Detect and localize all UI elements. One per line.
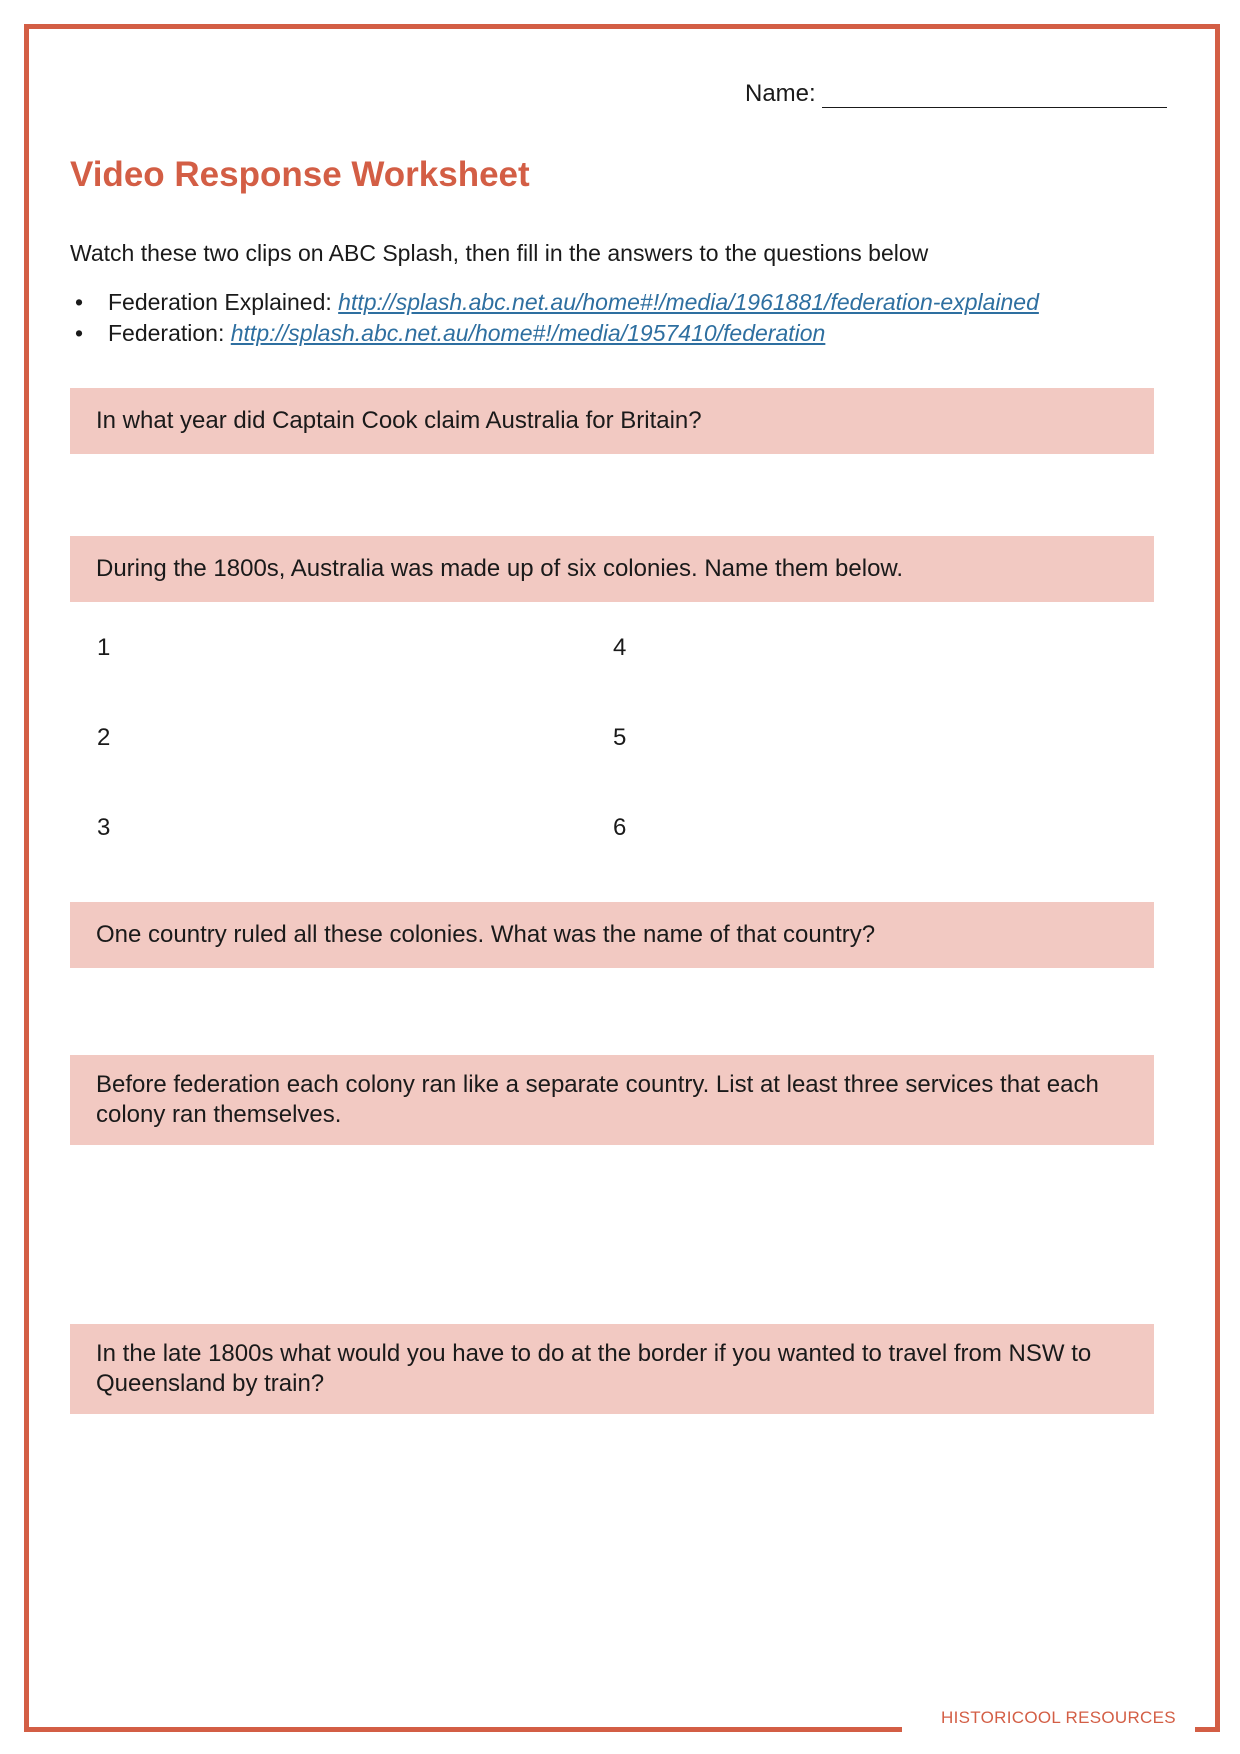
intro-text: Watch these two clips on ABC Splash, then fill in the answers to the questions below (70, 240, 929, 266)
colony-number: 4 (613, 634, 627, 661)
question-text: In the late 1800s what would you have to do at the border if you wanted to travel from NSW to Queensland by train? (96, 1340, 1092, 1397)
page-border-top (24, 24, 1220, 29)
page-title: Video Response Worksheet (70, 155, 530, 194)
clip-link[interactable]: http://splash.abc.net.au/home#!/media/1957410/federation (230, 320, 826, 346)
footer-brand: HISTORICOOL RESOURCES (941, 1708, 1176, 1727)
page-border-bottom (24, 1727, 902, 1732)
clip-list (70, 287, 1039, 349)
question-text: One country ruled all these colonies. What was the name of that country? (96, 921, 876, 948)
colony-number: 3 (97, 814, 111, 841)
question-text: During the 1800s, Australia was made up of six colonies. Name them below. (96, 555, 904, 582)
bullet-icon: • (75, 320, 84, 346)
clip-label: Federation: (108, 320, 231, 346)
question-box (70, 388, 1154, 454)
name-field (745, 80, 1167, 108)
clip-link[interactable]: http://splash.abc.net.au/home#!/media/1961881/federation-explained (338, 289, 1039, 315)
colony-number: 1 (97, 634, 111, 661)
page-border-right (1215, 24, 1220, 1732)
bullet-icon: • (75, 289, 84, 315)
list-item (70, 318, 1039, 349)
list-item (70, 287, 1039, 318)
question-text: Before federation each colony ran like a separate country. List at least three services that each colony ran themselves. (96, 1071, 1099, 1128)
name-input-line[interactable] (822, 83, 1167, 108)
question-text: In what year did Captain Cook claim Australia for Britain? (96, 407, 702, 434)
page-border-left (24, 24, 29, 1732)
clip-label: Federation Explained: (108, 289, 339, 315)
colony-number: 2 (97, 724, 111, 751)
question-box (70, 1324, 1154, 1414)
colony-number: 5 (613, 724, 627, 751)
question-box (70, 902, 1154, 968)
colony-number: 6 (613, 814, 627, 841)
question-box (70, 536, 1154, 602)
name-label: Name: (745, 80, 816, 107)
page-border-bottom-end (1195, 1727, 1220, 1732)
question-box (70, 1055, 1154, 1145)
